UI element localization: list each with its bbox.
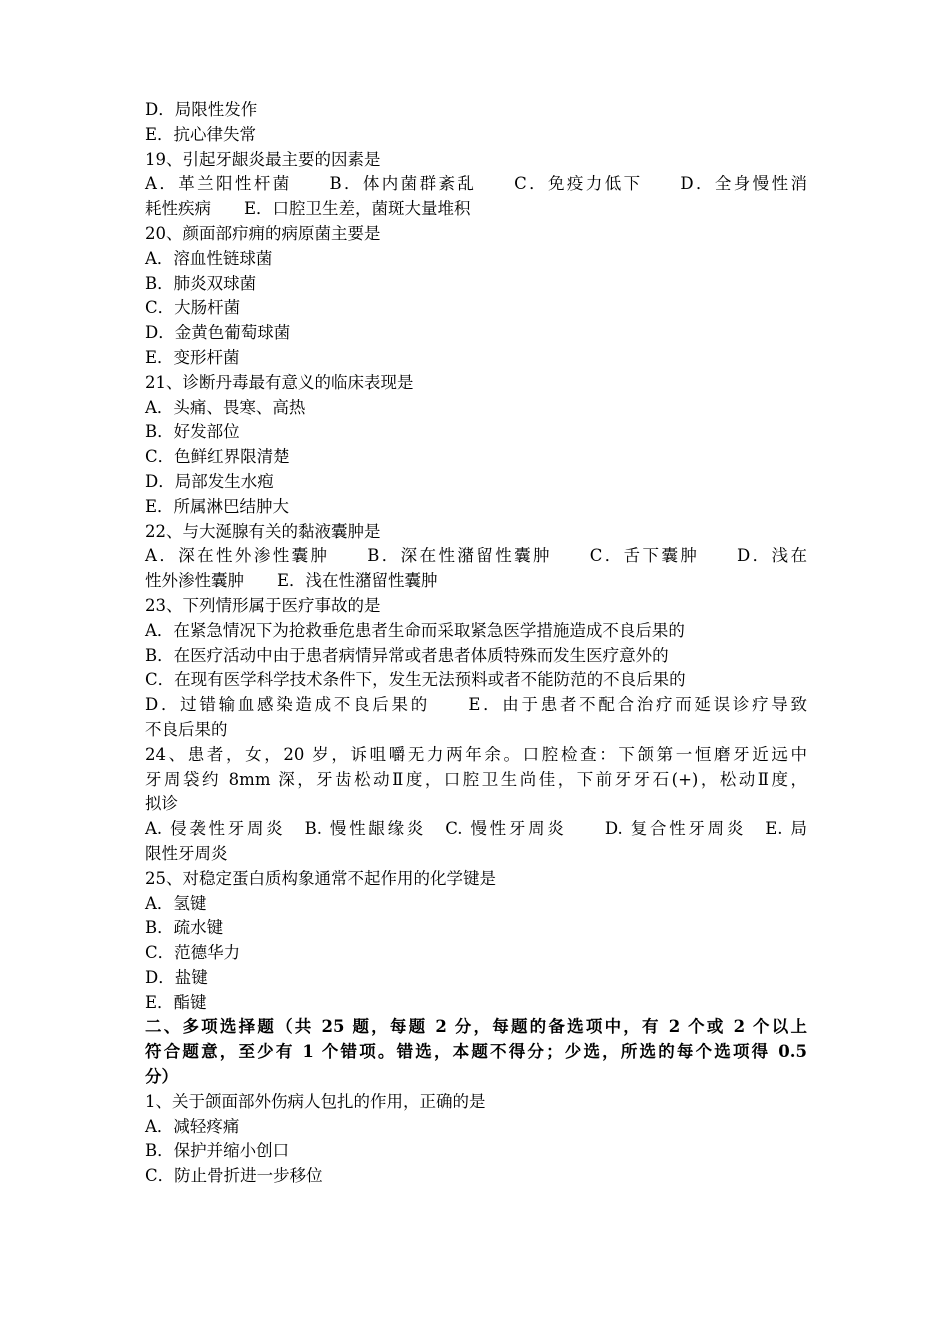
- text-line: E．变形杆菌: [145, 347, 240, 367]
- document-page: [145, 98, 807, 1189]
- text-line: E．所属淋巴结肿大: [145, 496, 290, 516]
- text-line: A．氢键: [145, 893, 207, 913]
- text-line: 25、对稳定蛋白质构象通常不起作用的化学键是: [145, 868, 496, 888]
- text-line: A. 侵袭性牙周炎 B. 慢性龈缘炎 C. 慢性牙周炎 D. 复合性牙周炎 E. 局: [145, 819, 807, 839]
- text-line: C．防止骨折进一步移位: [145, 1166, 323, 1186]
- text-line: B．在医疗活动中由于患者病情异常或者患者体质特殊而发生医疗意外的: [145, 645, 669, 665]
- text-line: B．肺炎双球菌: [145, 273, 257, 293]
- text-line: C．在现有医学科学技术条件下，发生无法预料或者不能防范的不良后果的: [145, 670, 686, 690]
- text-line: A．在紧急情况下为抢救垂危患者生命而采取紧急医学措施造成不良后果的: [145, 620, 685, 640]
- text-line: 22、与大涎腺有关的黏液囊肿是: [145, 521, 381, 541]
- text-line: B．疏水键: [145, 918, 224, 938]
- text-line: 24、患者，女，20 岁，诉咀嚼无力两年余。口腔检查：下颌第一恒磨牙近远中: [145, 744, 807, 764]
- text-line: B．好发部位: [145, 422, 240, 442]
- text-line: 拟诊: [145, 794, 178, 814]
- section-heading-line: 符合题意，至少有 1 个错项。错选，本题不得分；少选，所选的每个选项得 0.5: [145, 1042, 807, 1062]
- text-line: D．局限性发作: [145, 100, 258, 119]
- text-line: C．色鲜红界限清楚: [145, 447, 290, 467]
- text-line: A．革兰阳性杆菌 B．体内菌群紊乱 C．免疫力低下 D．全身慢性消: [145, 174, 807, 194]
- text-line: 23、下列情形属于医疗事故的是: [145, 595, 381, 615]
- text-line: 性外渗性囊肿 E．浅在性潴留性囊肿: [145, 571, 438, 591]
- text-line: D．过错输血感染造成不良后果的 E．由于患者不配合治疗而延误诊疗导致: [145, 695, 807, 715]
- text-line: 1、关于颌面部外伤病人包扎的作用，正确的是: [145, 1091, 486, 1111]
- text-line: D．盐键: [145, 967, 208, 987]
- text-line: 19、引起牙龈炎最主要的因素是: [145, 149, 381, 169]
- text-line: E．酯键: [145, 992, 207, 1012]
- text-line: 牙周袋约 8mm 深，牙齿松动Ⅱ度，口腔卫生尚佳，下前牙牙石(+)，松动Ⅱ度，: [145, 769, 807, 789]
- text-line: D．局部发生水疱: [145, 471, 274, 491]
- text-line: A．深在性外渗性囊肿 B．深在性潴留性囊肿 C．舌下囊肿 D．浅在: [145, 546, 807, 566]
- text-line: 20、颜面部疖痈的病原菌主要是: [145, 223, 381, 243]
- text-line: D．金黄色葡萄球菌: [145, 323, 291, 343]
- text-line: 21、诊断丹毒最有意义的临床表现是: [145, 372, 414, 392]
- text-line: E．抗心律失常: [145, 124, 257, 144]
- text-line: B．保护并缩小创口: [145, 1141, 290, 1161]
- section-heading-line: 分）: [145, 1067, 178, 1087]
- text-line: 不良后果的: [145, 719, 228, 739]
- text-line: C．范德华力: [145, 943, 241, 963]
- text-line: 限性牙周炎: [145, 843, 228, 863]
- text-line: A．减轻疼痛: [145, 1116, 240, 1136]
- section-heading-line: 二、多项选择题（共 25 题，每题 2 分，每题的备选项中，有 2 个或 2 个以上: [145, 1017, 807, 1037]
- text-line: A．头痛、畏寒、高热: [145, 397, 306, 417]
- text-line: A．溶血性链球菌: [145, 248, 273, 268]
- text-line: 耗性疾病 E．口腔卫生差，菌斑大量堆积: [145, 199, 471, 219]
- text-line: C．大肠杆菌: [145, 298, 241, 318]
